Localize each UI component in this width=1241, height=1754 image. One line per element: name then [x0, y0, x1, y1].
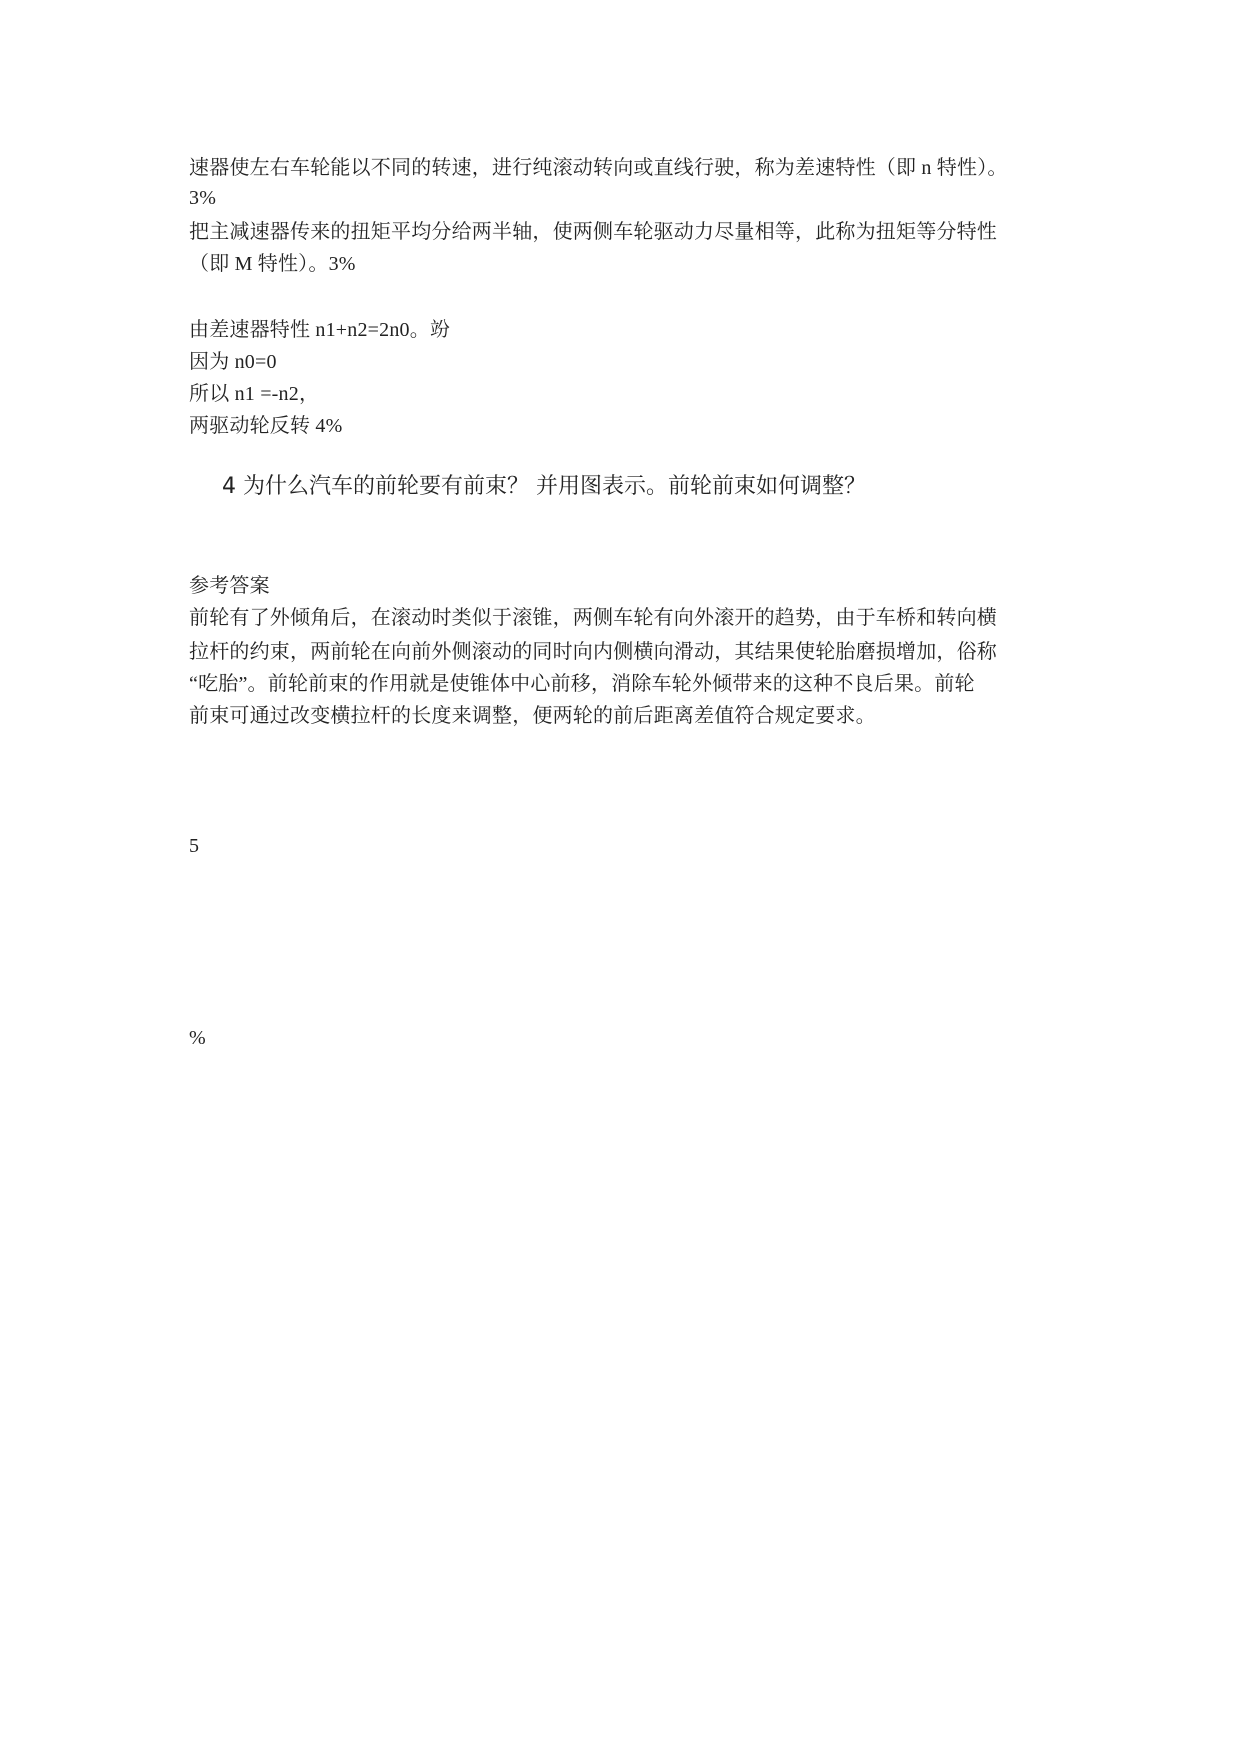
reference-answer-label: 参考答案: [189, 575, 270, 597]
condition-line: 因为 n0=0: [189, 351, 277, 373]
item-5-number: 5: [189, 835, 200, 857]
conclusion-line: 两驱动轮反转 4%: [189, 415, 343, 437]
torque-equal-text: 把主减速器传来的扭矩平均分给两半轴，使两侧车轮驱动力尽量相等，此称为扭矩等分特性: [189, 221, 997, 243]
answer-line-3: “吃胎”。前轮前束的作用就是使锥体中心前移，消除车轮外倾带来的这种不良后果。前轮: [189, 673, 975, 695]
score-text: 3%: [189, 187, 217, 209]
percent-mark: %: [189, 1027, 206, 1049]
answer-line-2: 拉杆的约束，两前轮在向前外侧滚动的同时向内侧横向滑动，其结果使轮胎磨损增加，俗称: [189, 641, 997, 663]
answer-line-4: 前束可通过改变横拉杆的长度来调整，便两轮的前后距离差值符合规定要求。: [189, 705, 876, 727]
question-4-heading: 4 为什么汽车的前轮要有前束？ 并用图表示。前轮前束如何调整？: [222, 474, 866, 499]
result-line: 所以 n1 =-n2，: [189, 383, 320, 405]
formula-line: 由差速器特性 n1+n2=2n0。竕: [189, 319, 451, 341]
answer-line-1: 前轮有了外倾角后，在滚动时类似于滚锥，两侧车轮有向外滚开的趋势，由于车桥和转向横: [189, 607, 997, 629]
torque-equal-text-cont: （即 M 特性）。3%: [189, 253, 356, 275]
differential-speed-text: 速器使左右车轮能以不同的转速，进行纯滚动转向或直线行驶，称为差速特性（即 n 特性）。: [189, 157, 1008, 179]
